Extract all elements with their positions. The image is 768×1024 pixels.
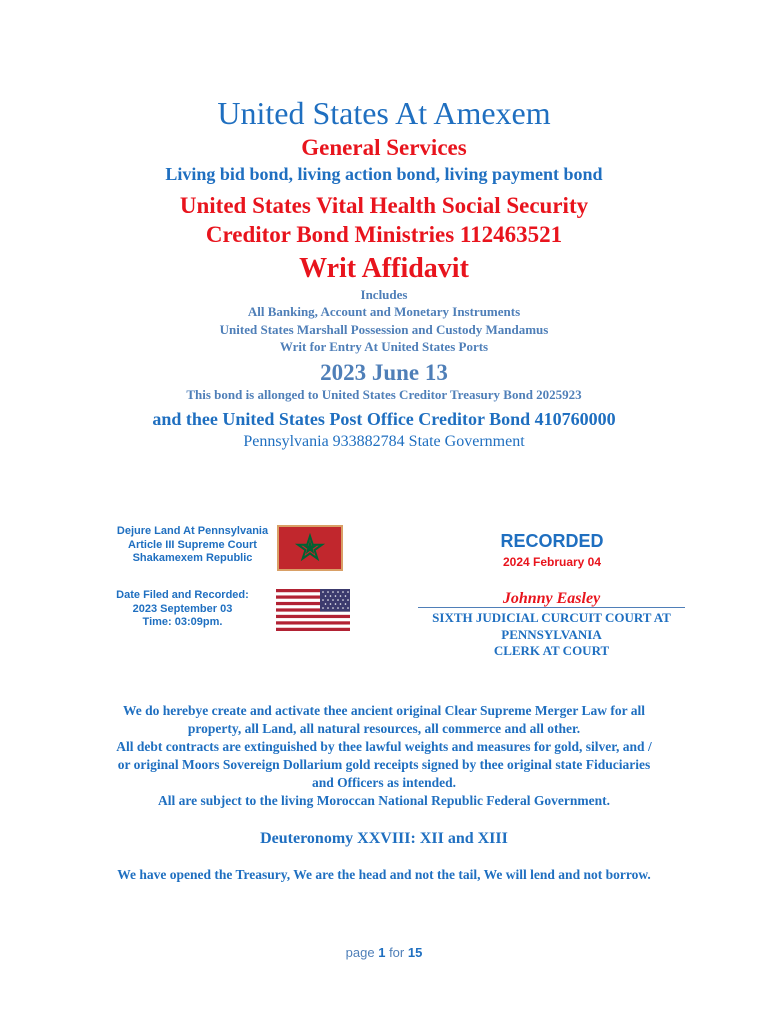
court-line: SIXTH JUDICIAL CURCUIT COURT AT bbox=[432, 610, 671, 625]
includes-label: Includes bbox=[360, 287, 408, 302]
signature-line bbox=[418, 607, 685, 608]
dejure-line: Dejure Land At Pennsylvania bbox=[116, 525, 269, 537]
date-heading: 2023 June 13 bbox=[320, 360, 448, 385]
vital-heading-line2: Creditor Bond Ministries 112463521 bbox=[205, 222, 563, 247]
dejure-line: Shakamexem Republic bbox=[132, 552, 253, 564]
body-line: or original Moors Sovereign Dollarium gold receipts signed by thee original state Fiduciaries bbox=[117, 757, 651, 772]
clerk-signature: Johnny Easley bbox=[502, 590, 601, 607]
treasury-statement: We have opened the Treasury, We are the head and not the tail, We will lend and not borrow. bbox=[117, 867, 651, 882]
dejure-block bbox=[100, 525, 285, 566]
morocco-flag-icon bbox=[277, 525, 343, 571]
court-line: PENNSYLVANIA bbox=[501, 626, 602, 642]
date-filed-line: 2023 September 03 bbox=[132, 602, 233, 615]
footer-middle: for bbox=[389, 945, 405, 960]
bond-types: Living bid bond, living action bond, living payment bond bbox=[165, 164, 603, 184]
body-line: All debt contracts are extinguished by thee lawful weights and measures for gold, silver, and / bbox=[116, 739, 652, 754]
court-block bbox=[418, 610, 685, 660]
recorded-date: 2024 February 04 bbox=[502, 555, 602, 569]
vital-heading-line1: United States Vital Health Social Security bbox=[179, 193, 589, 218]
subtitle: General Services bbox=[301, 135, 467, 160]
allonged-text: This bond is allonged to United States Creditor Treasury Bond 2025923 bbox=[186, 387, 582, 402]
body-paragraph bbox=[80, 702, 688, 810]
dejure-line: Article III Supreme Court bbox=[128, 538, 257, 551]
date-filed-line: Time: 03:09pm. bbox=[142, 616, 223, 628]
date-filed-line: Date Filed and Recorded: bbox=[116, 589, 249, 601]
us-flag-icon bbox=[276, 589, 350, 631]
post-office-bond: and thee United States Post Office Creditor Bond 410760000 bbox=[152, 409, 616, 429]
body-line: All are subject to the living Moroccan National Republic Federal Government. bbox=[157, 793, 611, 808]
body-line: We do herebye create and activate thee ancient original Clear Supreme Merger Law for all bbox=[123, 703, 645, 718]
includes-item: Writ for Entry At United States Ports bbox=[279, 339, 489, 354]
court-line: CLERK AT COURT bbox=[493, 643, 610, 658]
includes-list bbox=[0, 303, 768, 356]
page-footer bbox=[0, 944, 768, 962]
recorded-stamp: RECORDED bbox=[500, 531, 604, 551]
writ-title: Writ Affidavit bbox=[299, 253, 469, 284]
state-government: Pennsylvania 933882784 State Government bbox=[243, 433, 525, 450]
document-title: United States At Amexem bbox=[217, 95, 551, 131]
includes-item: United States Marshall Possession and Custody Mandamus bbox=[219, 321, 549, 337]
date-filed-block bbox=[100, 589, 265, 630]
current-page-number: 1 bbox=[378, 945, 386, 960]
includes-item: All Banking, Account and Monetary Instruments bbox=[247, 304, 521, 319]
scripture-reference: Deuteronomy XXVIII: XII and XIII bbox=[260, 830, 508, 847]
footer-prefix: page bbox=[345, 945, 375, 960]
body-line: and Officers as intended. bbox=[311, 775, 456, 790]
total-page-count: 15 bbox=[407, 945, 423, 960]
body-line: property, all Land, all natural resources, all commerce and all other. bbox=[187, 721, 581, 736]
